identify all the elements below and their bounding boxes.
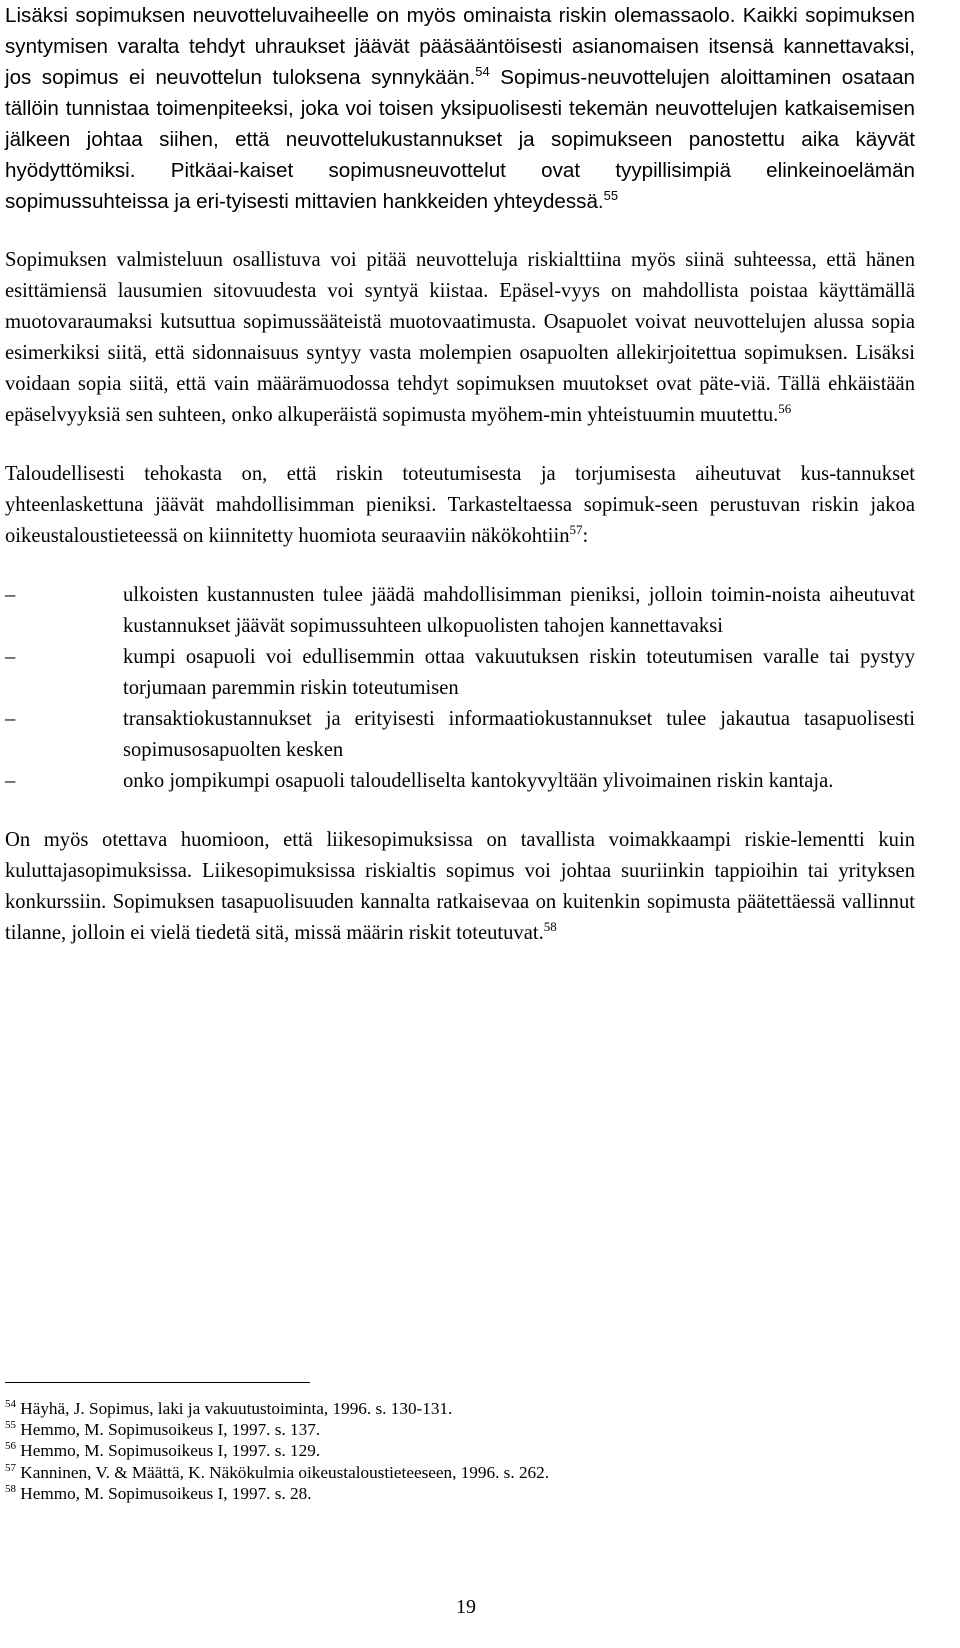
paragraph-2 [5, 245, 915, 431]
paragraph-text: Taloudellisesti tehokasta on, että riskin toteutumisesta ja torjumisesta aiheutuvat kus-tannukset yhteenlaskettuna jäävät mahdollisimman pieniksi. Tarkasteltaessa sopimuk-seen perustuvan riskin jakoa oikeustaloustieteessä on kiinnitetty huomiota seuraaviin näkökohtiin [5, 463, 915, 547]
paragraph-text: : [582, 525, 589, 547]
dash-marker: – [5, 584, 16, 606]
footnote-number: 55 [5, 1419, 16, 1432]
footnote-number: 56 [5, 1440, 16, 1453]
paragraph-3 [5, 459, 915, 552]
footnote [5, 1483, 915, 1504]
footnote [5, 1419, 915, 1440]
list-item-text: onko jompikumpi osapuoli taloudelliselta kantokyvyltään ylivoimainen riskin kantaja. [123, 770, 834, 792]
list-item-text: transaktiokustannukset ja erityisesti informaatiokustannukset tulee jakautua tasapuolisesti sopimusosapuolten kesken [123, 708, 915, 761]
footnote-number: 57 [5, 1461, 16, 1474]
paragraph-text: On myös otettava huomioon, että liikesopimuksissa on tavallista voimakkaampi riskie-lementti kuin kuluttajasopimuksissa. Liikesopimuksissa riskialtis sopimus voi johtaa suuriinkin tappioihin tai yrityksen konkurssiin. Sopimuksen tasapuolisuuden kannalta ratkaisevaa on kuitenkin sopimusta päätettäessä vallinnut tilanne, jolloin ei vielä tiedetä sitä, missä määrin riskit toteutuvat. [5, 829, 915, 944]
page-number: 19 [456, 1596, 476, 1618]
dash-marker: – [5, 708, 16, 730]
footnote-ref[interactable]: 57 [569, 522, 583, 537]
footnote-text: Hemmo, M. Sopimusoikeus I, 1997. s. 137. [20, 1420, 321, 1440]
paragraph-text: Lisäksi sopimuksen neuvotteluvaiheelle on myös ominaista riskin olemassaolo. Kaikki sopimuksen syntymisen varalta tehdyt uhraukset jäävät pääsääntöisesti asianomaisen itsensä kannettavaksi, jos sopimus ei neuvottelun tuloksena synnykään. [5, 4, 915, 89]
footnote-text: Häyhä, J. Sopimus, laki ja vakuutustoiminta, 1996. s. 130-131. [20, 1399, 453, 1418]
footnote-text: Hemmo, M. Sopimusoikeus I, 1997. s. 129. [20, 1441, 321, 1461]
footnote-separator [5, 1382, 310, 1383]
dash-marker: – [5, 646, 16, 668]
paragraph-text: Sopimus-neuvottelujen aloittaminen osataan tällöin tunnistaa toimenpiteeksi, joka voi toisen yksipuolisesti tekemän neuvottelujen katkaisemisen jälkeen johtaa siihen, että neuvottelukustannukset ja sopimukseen panostettu aika käyvät hyödyttömiksi. Pitkäai-kaiset sopimusneuvottelut ovat tyypillisimpiä elinkeinoelämän sopimussuhteissa ja eri-tyisesti mittavien hankkeiden yhteydessä. [5, 66, 915, 213]
dash-marker: – [5, 770, 16, 792]
footnote-number: 58 [5, 1482, 16, 1495]
footnote [5, 1440, 915, 1461]
paragraph-text: Sopimuksen valmisteluun osallistuva voi pitää neuvotteluja riskialttiina myös siinä suhteessa, että hänen esittämiensä lausumien sitovuudesta voi syntyä kiistaa. Epäsel-vyys on mahdollista poistaa käyttämällä muotovaraumaksi kutsuttua sopimussääteistä muotovaatimusta. Osapuolet voivat neuvottelujen alussa sopia esimerkiksi siitä, että sidonnaisuus syntyy vasta molempien osapuolten allekirjoitettua sopimuksen. Lisäksi voidaan sopia siitä, että vain määrämuodossa tehdyt sopimuksen muutokset ovat päte-viä. Tällä ehkäistään epäselvyyksiä sen suhteen, onko alkuperäistä sopimusta myöhem-min yhteistuumin muutettu. [5, 249, 915, 426]
bullet-list [5, 580, 915, 797]
list-item [5, 704, 915, 766]
footnote-ref[interactable]: 54 [475, 64, 490, 79]
paragraph-4 [5, 825, 915, 949]
list-item [5, 642, 915, 704]
footnote [5, 1398, 915, 1419]
paragraph-1 [5, 0, 915, 217]
document-body [5, 0, 915, 949]
list-item [5, 766, 915, 797]
list-item-text: ulkoisten kustannusten tulee jäädä mahdollisimman pieniksi, jolloin toimin-noista aiheutuvat kustannukset jäävät sopimussuhteen ulkopuolisten tahojen kannettavaksi [123, 584, 915, 637]
footnote-text: Kanninen, V. & Määttä, K. Näkökulmia oikeustaloustieteeseen, 1996. s. 262. [20, 1462, 550, 1482]
footnotes [5, 1398, 915, 1504]
footnote-text: Hemmo, M. Sopimusoikeus I, 1997. s. 28. [20, 1483, 312, 1503]
footnote [5, 1462, 915, 1483]
footnote-ref[interactable]: 55 [603, 188, 619, 203]
footnote-ref[interactable]: 56 [778, 401, 792, 416]
footnote-ref[interactable]: 58 [543, 919, 557, 934]
list-item-text: kumpi osapuoli voi edullisemmin ottaa vakuutuksen riskin toteutumisen varalle tai pystyy torjumaan paremmin riskin toteutumisen [123, 646, 915, 699]
list-item [5, 580, 915, 642]
footnote-number: 54 [5, 1398, 16, 1410]
